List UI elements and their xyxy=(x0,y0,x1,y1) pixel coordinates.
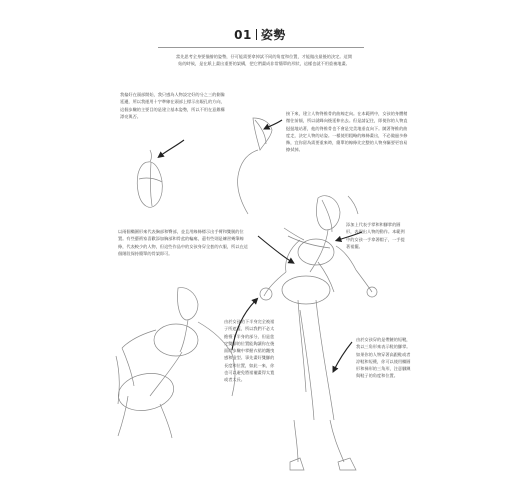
arrow-step1 xyxy=(160,140,184,156)
step3-caption: 以兩個橢圓形來代表胸部和臀部，並且用線條標示出手臂和雙腿的位置。有些藝術家喜歡添加胸部和骨盆的輪廓，還有些則是練習幾筆線條，代表較少的人物，但這些作品中的女孩身穿全套的衣服，所以在這個階段保持簡單的骨架即可。 xyxy=(118,229,248,256)
step3-figure-sketch xyxy=(115,288,235,438)
arrow-step4 xyxy=(338,232,362,240)
intro-text: 當先思考全身要描繪的姿勢，仔可能需要拿掉試不同的角度和位置，才能做出最後的決定。這開始的時候，是在紙上畫出重要的架構，把它們畫成非常簡單的形狀，這樣也就不用重複地畫。 xyxy=(176,54,352,67)
section-number: 01 xyxy=(234,28,252,42)
arrow-step6 xyxy=(334,342,352,370)
arrow-step3 xyxy=(258,236,292,262)
step1-head-sketch xyxy=(137,150,162,207)
step1-caption: 我偏好在頭部開始，我只感為人物設定好的分之三的側像延邊，所以我運用十字準線在頭部上標示出眼孔的方向，這個步驟的主要目的是建立基本姿勢，所以不用在意錐構漂亮與否。 xyxy=(120,92,225,119)
step4-figure-sketch xyxy=(260,196,377,420)
arrow-step5 xyxy=(232,300,256,350)
step6-caption: 由於女孩穿的是帶鏈的短靴，我以三角形來表示鞋的腳掌。如果你的人物穿著高跟鞋或者涼鞋和短襪，你可以使用橢圓形和梯形的三角形，注意腳踝與鞋子的角度和位置。 xyxy=(356,337,411,379)
step4-caption: 添加上代表手掌和和腳掌的圓形，表現出人物的動作。本範例中的女孩一手拿著帽子，一手提著裙擺。 xyxy=(346,222,405,249)
step2-spine-sketch xyxy=(238,118,272,214)
section-title: 姿勢 xyxy=(260,28,286,42)
step2-caption: 接下來，建立人物脊椎骨的曲線走向。在本範例中，女孩的身體稍微往前傾，所以就峰向後延伸出去。但是請記住，即使你的人物直挺挺地站著，他的脊椎骨也不會是完美地垂直向下。隨著脊椎的曲度走，決定人物的站姿。一樣使用粗略的線條畫出，不必做過多修飾，宜你留為需要重來時，簡單的線條比完整的人物身驅要更容易擦拭掉。 xyxy=(286,111,408,153)
step6-legs-sketch xyxy=(290,310,356,470)
step5-caption: 由於女孩的下半身完全被裙子所遮蓋，所以我們不必太擔慢下半身的部分，但是您定雙腳的位置能夠讓你在後面的步驟中掌握衣裙的飄曳感和造型。事先畫好雙腳的長度和位置，如此一來，你也可以避免將裙襬畫得太寬或者太長。 xyxy=(224,319,275,383)
